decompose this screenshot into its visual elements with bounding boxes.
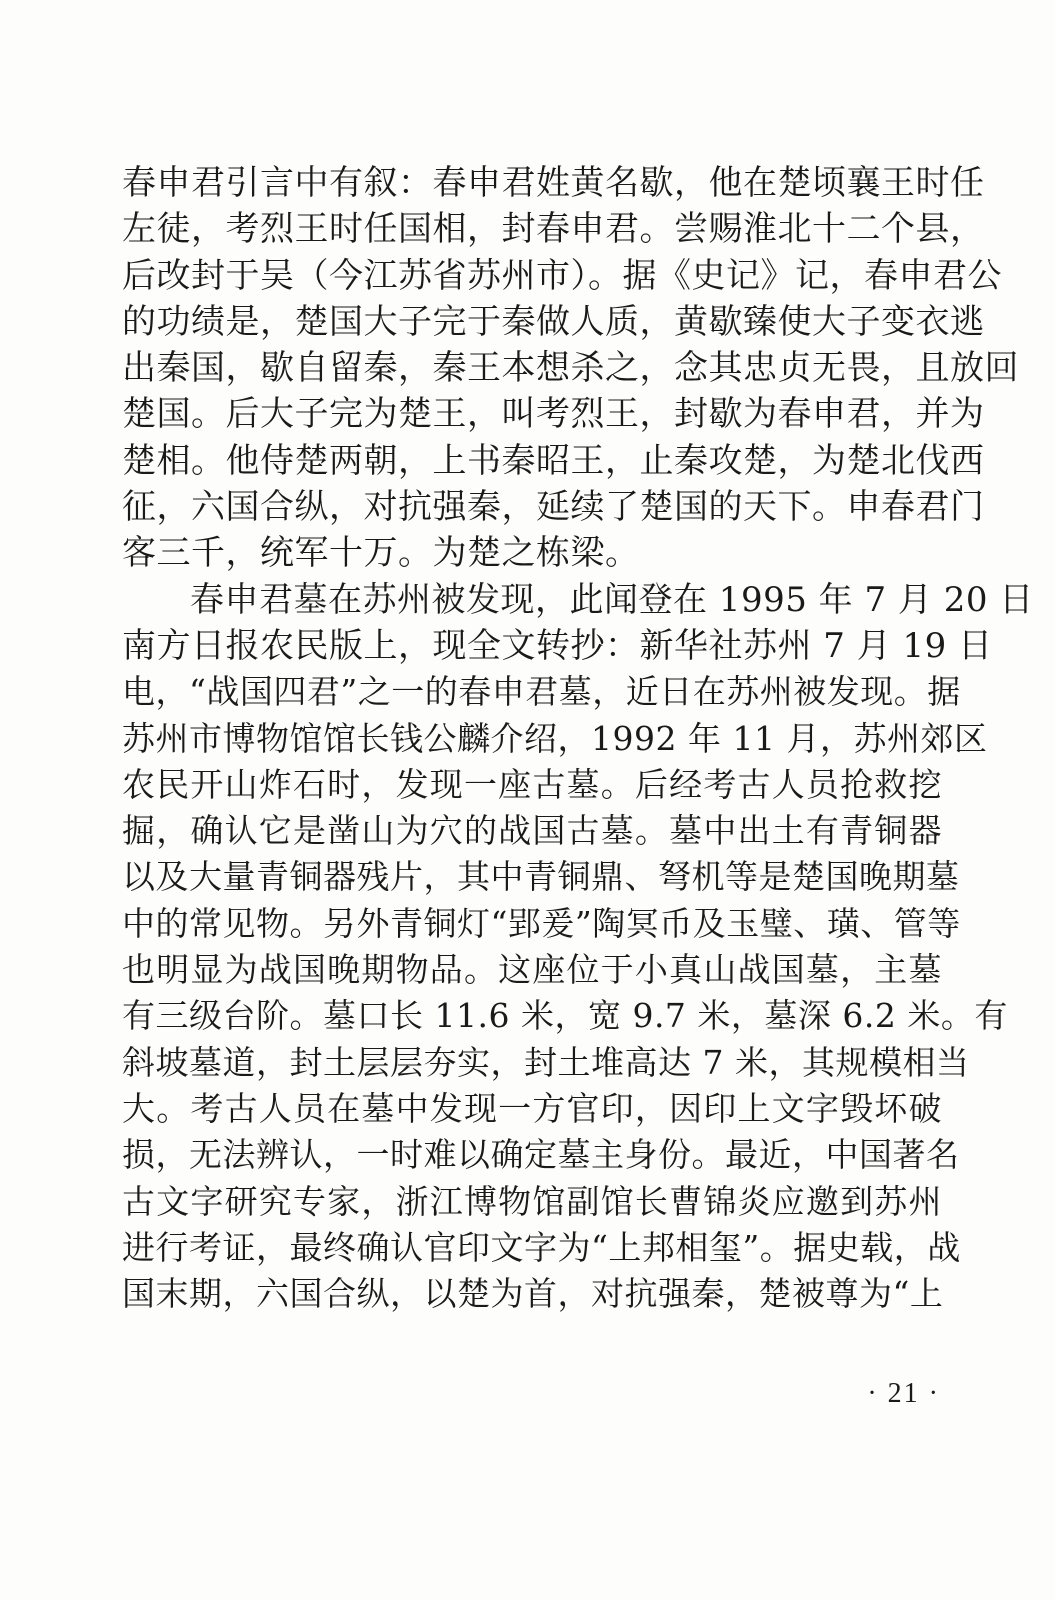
- text-line: 损，无法辨认，一时难以确定墓主身份。最近，中国著名: [122, 1135, 960, 1175]
- text-line: 国末期，六国合纵，以楚为首，对抗强秦，楚被尊为“上: [122, 1274, 944, 1314]
- text-line: 掘，确认它是凿山为穴的战国古墓。墓中出土有青铜器: [122, 811, 942, 851]
- text-line: [122, 623, 993, 669]
- page-number: · 21 ·: [867, 1378, 940, 1409]
- text-line: 后改封于吴（今江苏省苏州市）。据《史记》记，春申君公: [122, 255, 1002, 296]
- text-line: 电，“战国四君”之一的春申君墓，近日在苏州被发现。据: [122, 672, 961, 712]
- text-line: 以及大量青铜器残片，其中青铜鼎、弩机等是楚国晚期墓: [122, 857, 960, 897]
- text-line: 春申君引言中有叙：春申君姓黄名歇，他在楚顷襄王时任: [122, 163, 985, 203]
- text-line: 出秦国，歇自留秦，秦王本想杀之，念其忠贞无畏，且放回: [122, 348, 1019, 389]
- text-line: 苏州市博物馆馆长钱公麟介绍，1992 年 11 月，苏州郊区: [122, 718, 988, 758]
- paragraph-tomb-discovery-intro: [122, 577, 1034, 670]
- quote-start: 新华社苏州 7 月 19 日: [639, 625, 993, 666]
- intro-tail: 南方日报农民版上，现全文转抄：: [122, 625, 640, 666]
- paragraph-news-quote: [122, 669, 1008, 1317]
- text-line: 征，六国合纵，对抗强秦，延续了楚国的天下。申春君门: [122, 487, 985, 528]
- text-line: 中的常见物。另外青铜灯“郢爰”陶冥币及玉璧、璜、管等: [122, 903, 961, 943]
- text-line: 进行考证，最终确认官印文字为“上邦相玺”。据史载，战: [122, 1227, 961, 1267]
- text-line: 的功绩是，楚国大子完于秦做人质，黄歇臻使大子变衣逃: [122, 301, 985, 342]
- text-line: 春申君墓在苏州被发现，此闻登在 1995 年 7 月 20 日: [190, 579, 1034, 620]
- text-line: 农民开山炸石时，发现一座古墓。后经考古人员抢救挖: [122, 764, 942, 804]
- text-line: 左徒，考烈王时任国相，封春申君。尝赐淮北十二个县，: [122, 209, 985, 250]
- text-line: 也明显为战国晚期物品。这座位于小真山战国墓，主墓: [122, 950, 942, 990]
- text-line: 古文字研究专家，浙江博物馆副馆长曹锦炎应邀到苏州: [122, 1181, 942, 1221]
- paragraph-chunshenjun-intro: [122, 160, 1019, 577]
- text-line: 客三千，统军十万。为楚之栋梁。: [122, 533, 640, 574]
- body-text: [122, 160, 1034, 1317]
- text-line: 大。考古人员在墓中发现一方官印，因印上文字毁坏破: [122, 1088, 942, 1128]
- text-line: 楚相。他侍楚两朝，上书秦昭王，止秦攻楚，为楚北伐西: [122, 440, 985, 481]
- text-line: 斜坡墓道，封土层层夯实，封土堆高达 7 米，其规模相当: [122, 1042, 970, 1082]
- text-line: 楚国。后大子完为楚王，叫考烈王，封歇为春申君，并为: [122, 394, 985, 435]
- text-line: 有三级台阶。墓口长 11.6 米，宽 9.7 米，墓深 6.2 米。有: [122, 996, 1008, 1036]
